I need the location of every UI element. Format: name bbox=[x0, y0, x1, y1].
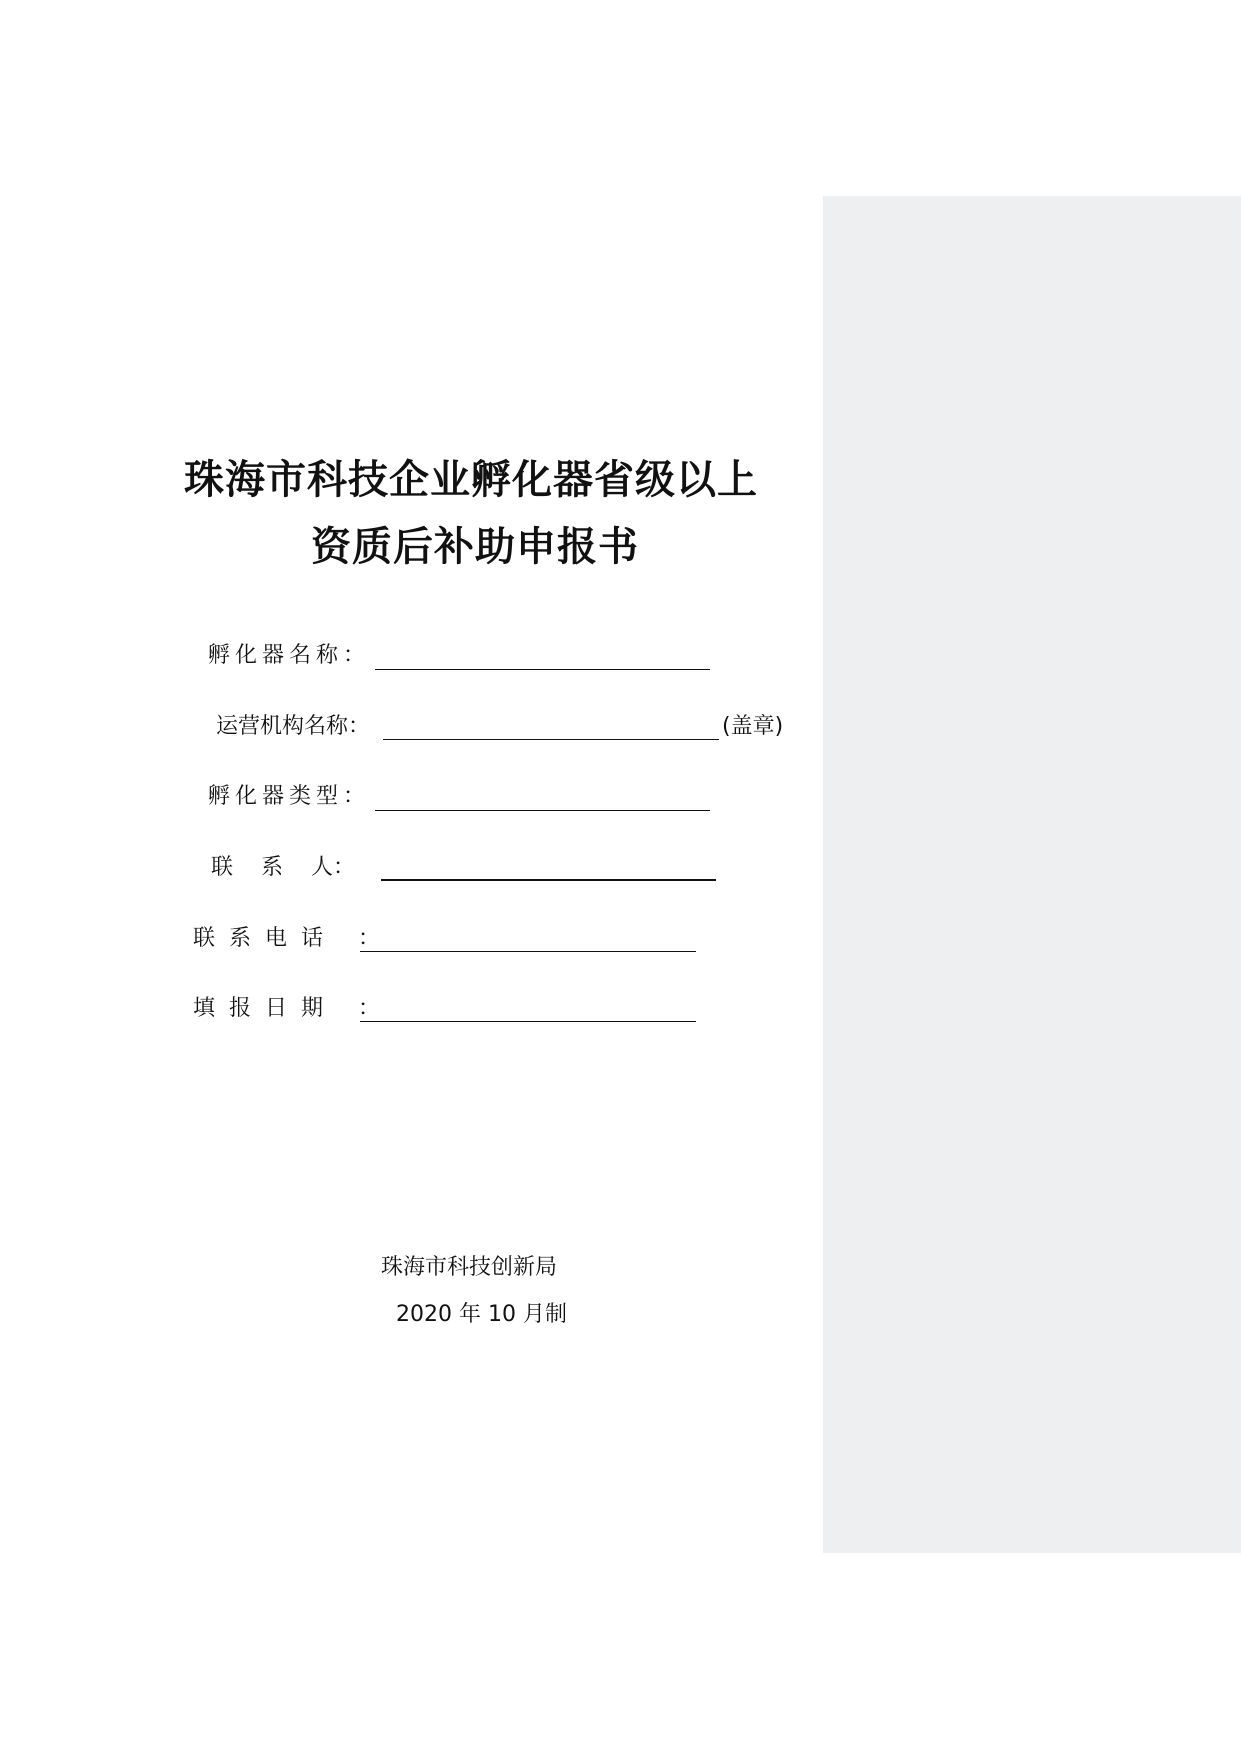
fill-date-label: 填报日期 ： bbox=[193, 996, 394, 1021]
incubator-type-field[interactable] bbox=[375, 810, 710, 811]
document-title-line-1: 珠海市科技企业孵化器省级以上 bbox=[184, 456, 758, 503]
incubator-name-field[interactable] bbox=[375, 669, 710, 670]
operator-name-field[interactable] bbox=[383, 739, 719, 740]
issuing-authority: 珠海市科技创新局 bbox=[381, 1255, 558, 1280]
contact-phone-label: 联系电话 ： bbox=[193, 926, 394, 951]
issue-date: 2020 年 10 月制 bbox=[396, 1302, 567, 1327]
contact-phone-field[interactable] bbox=[360, 951, 696, 952]
incubator-type-label: 孵化器类型： bbox=[208, 784, 371, 809]
operator-name-label: 运营机构名称： bbox=[216, 714, 371, 739]
fill-date-field[interactable] bbox=[360, 1021, 696, 1022]
contact-person-label: 联 系 人： bbox=[211, 855, 355, 880]
incubator-name-label: 孵化器名称： bbox=[208, 643, 371, 668]
document-title-line-2: 资质后补助申报书 bbox=[311, 523, 639, 570]
seal-note: (盖章) bbox=[722, 714, 784, 739]
contact-person-field[interactable] bbox=[381, 879, 716, 881]
side-panel bbox=[823, 196, 1241, 1553]
